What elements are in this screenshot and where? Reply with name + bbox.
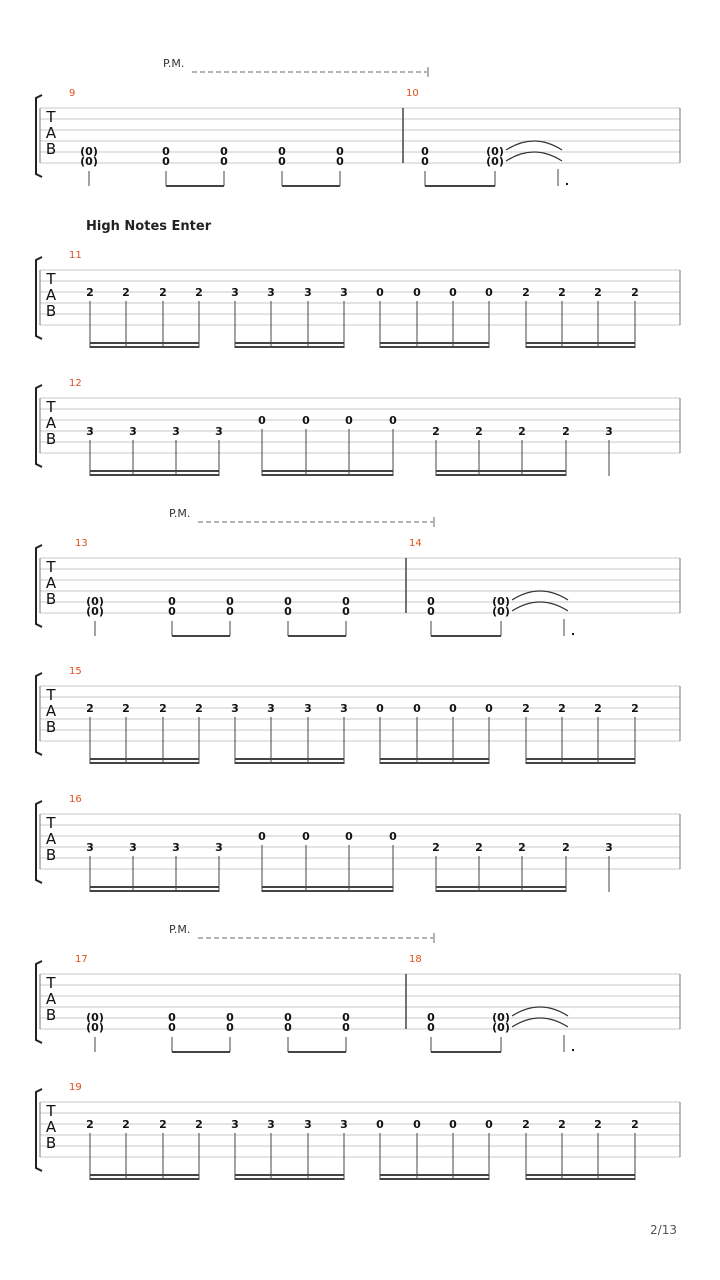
- fret-number: 0: [389, 414, 397, 427]
- fret-number: 2: [518, 425, 526, 438]
- fret-number: 2: [522, 286, 530, 299]
- tie-arc: [506, 141, 562, 150]
- fret-number: 0: [342, 1011, 350, 1024]
- fret-number: 2: [159, 702, 167, 715]
- fret-number: (0): [492, 605, 510, 618]
- fret-number: 0: [389, 830, 397, 843]
- dot: .: [570, 625, 576, 638]
- tab-clef-letter: A: [45, 286, 57, 304]
- tab-clef-letter: T: [46, 558, 56, 576]
- fret-number: 3: [267, 286, 275, 299]
- fret-number: 0: [427, 595, 435, 608]
- tab-system: [36, 1082, 680, 1180]
- fret-number: 2: [159, 286, 167, 299]
- fret-number: 2: [522, 702, 530, 715]
- tab-clef-letter: A: [45, 124, 57, 142]
- measure-number: 15: [69, 666, 82, 677]
- fret-number: (0): [492, 1011, 510, 1024]
- dot: .: [570, 1041, 576, 1054]
- fret-number: 2: [432, 425, 440, 438]
- fret-number: 0: [302, 414, 310, 427]
- fret-number: 3: [129, 841, 137, 854]
- fret-number: 2: [594, 702, 602, 715]
- palm-mute-label: P.M.: [163, 57, 185, 70]
- fret-number: 0: [427, 1011, 435, 1024]
- measure-number: 11: [69, 250, 82, 261]
- fret-number: 2: [631, 702, 639, 715]
- fret-number: 2: [432, 841, 440, 854]
- fret-number: 0: [427, 1021, 435, 1034]
- tab-clef-letter: A: [45, 830, 57, 848]
- fret-number: 0: [168, 605, 176, 618]
- fret-number: 0: [226, 1011, 234, 1024]
- fret-number: 0: [376, 702, 384, 715]
- fret-number: 2: [631, 1118, 639, 1131]
- tab-system: [36, 378, 680, 476]
- system-bracket: [36, 385, 42, 467]
- section-title: High Notes Enter: [86, 219, 212, 234]
- fret-number: 2: [558, 702, 566, 715]
- fret-number: 3: [86, 841, 94, 854]
- tab-clef-letter: T: [46, 398, 56, 416]
- fret-number: 3: [267, 1118, 275, 1131]
- fret-number: (0): [86, 595, 104, 608]
- fret-number: 0: [226, 1021, 234, 1034]
- fret-number: 0: [168, 1021, 176, 1034]
- fret-number: 0: [376, 286, 384, 299]
- fret-number: 0: [342, 595, 350, 608]
- fret-number: 2: [594, 286, 602, 299]
- fret-number: 0: [284, 1011, 292, 1024]
- fret-number: 2: [86, 286, 94, 299]
- tab-clef-letter: A: [45, 414, 57, 432]
- measure-number: 10: [406, 88, 419, 99]
- system-bracket: [36, 1089, 42, 1171]
- tab-clef-letter: T: [46, 814, 56, 832]
- tab-system: [36, 507, 680, 638]
- fret-number: 2: [594, 1118, 602, 1131]
- fret-number: 3: [605, 841, 613, 854]
- fret-number: 3: [172, 841, 180, 854]
- fret-number: 3: [304, 286, 312, 299]
- fret-number: 0: [342, 1021, 350, 1034]
- tie-arc: [506, 152, 562, 161]
- tab-clef-letter: B: [45, 1134, 57, 1152]
- fret-number: 0: [284, 1021, 292, 1034]
- fret-number: 2: [195, 702, 203, 715]
- tab-system: [36, 57, 680, 188]
- fret-number: 3: [215, 425, 223, 438]
- fret-number: 0: [421, 155, 429, 168]
- fret-number: 0: [278, 155, 286, 168]
- fret-number: 2: [86, 702, 94, 715]
- fret-number: 2: [518, 841, 526, 854]
- fret-number: 0: [162, 145, 170, 158]
- tab-system: [36, 250, 680, 348]
- fret-number: (0): [86, 1011, 104, 1024]
- fret-number: 3: [340, 702, 348, 715]
- fret-number: 3: [231, 286, 239, 299]
- fret-number: 0: [449, 286, 457, 299]
- fret-number: 0: [413, 1118, 421, 1131]
- fret-number: 2: [562, 425, 570, 438]
- page-number: 2/13: [650, 1223, 677, 1237]
- fret-number: 2: [195, 1118, 203, 1131]
- fret-number: 0: [284, 595, 292, 608]
- measure-number: 18: [409, 954, 422, 965]
- fret-number: 3: [215, 841, 223, 854]
- tie-arc: [512, 602, 568, 611]
- tab-system: [36, 794, 680, 892]
- fret-number: 2: [475, 841, 483, 854]
- fret-number: (0): [86, 1021, 104, 1034]
- fret-number: (0): [80, 145, 98, 158]
- tie-arc: [512, 1007, 568, 1016]
- palm-mute-label: P.M.: [169, 923, 191, 936]
- fret-number: 3: [304, 702, 312, 715]
- fret-number: 3: [231, 1118, 239, 1131]
- measure-number: 19: [69, 1082, 82, 1093]
- fret-number: (0): [486, 145, 504, 158]
- tab-clef-letter: A: [45, 990, 57, 1008]
- fret-number: 3: [304, 1118, 312, 1131]
- tab-clef-letter: A: [45, 702, 57, 720]
- fret-number: 0: [284, 605, 292, 618]
- fret-number: (0): [492, 1021, 510, 1034]
- fret-number: 0: [485, 702, 493, 715]
- fret-number: 0: [449, 702, 457, 715]
- fret-number: 3: [340, 1118, 348, 1131]
- fret-number: 3: [86, 425, 94, 438]
- system-bracket: [36, 545, 42, 627]
- system-bracket: [36, 257, 42, 339]
- tab-clef-letter: B: [45, 590, 57, 608]
- measure-number: 14: [409, 538, 422, 549]
- measure-number: 9: [69, 88, 76, 99]
- palm-mute-label: P.M.: [169, 507, 191, 520]
- fret-number: 0: [449, 1118, 457, 1131]
- system-bracket: [36, 801, 42, 883]
- fret-number: 2: [562, 841, 570, 854]
- fret-number: 0: [345, 830, 353, 843]
- fret-number: 2: [558, 1118, 566, 1131]
- tie-arc: [512, 591, 568, 600]
- tab-system: [36, 923, 680, 1054]
- tab-clef-letter: T: [46, 1102, 56, 1120]
- fret-number: 0: [342, 605, 350, 618]
- fret-number: 0: [258, 414, 266, 427]
- tab-clef-letter: B: [45, 140, 57, 158]
- fret-number: 0: [278, 145, 286, 158]
- fret-number: 0: [485, 1118, 493, 1131]
- fret-number: 2: [195, 286, 203, 299]
- measure-number: 16: [69, 794, 82, 805]
- fret-number: 0: [220, 145, 228, 158]
- fret-number: (0): [86, 605, 104, 618]
- fret-number: 0: [345, 414, 353, 427]
- fret-number: 0: [168, 595, 176, 608]
- fret-number: 0: [220, 155, 228, 168]
- fret-number: 0: [413, 702, 421, 715]
- fret-number: 0: [258, 830, 266, 843]
- fret-number: 0: [485, 286, 493, 299]
- tab-clef-letter: A: [45, 574, 57, 592]
- fret-number: 2: [159, 1118, 167, 1131]
- fret-number: 3: [129, 425, 137, 438]
- tab-clef-letter: B: [45, 302, 57, 320]
- fret-number: 2: [122, 1118, 130, 1131]
- fret-number: 3: [231, 702, 239, 715]
- fret-number: 0: [226, 605, 234, 618]
- fret-number: 2: [631, 286, 639, 299]
- tab-clef-letter: T: [46, 974, 56, 992]
- fret-number: 0: [336, 145, 344, 158]
- tab-clef-letter: B: [45, 718, 57, 736]
- fret-number: 2: [522, 1118, 530, 1131]
- fret-number: 0: [336, 155, 344, 168]
- measure-number: 12: [69, 378, 82, 389]
- fret-number: 3: [340, 286, 348, 299]
- fret-number: 2: [86, 1118, 94, 1131]
- tab-clef-letter: T: [46, 270, 56, 288]
- system-bracket: [36, 961, 42, 1043]
- tab-clef-letter: B: [45, 1006, 57, 1024]
- measure-number: 17: [75, 954, 88, 965]
- system-bracket: [36, 95, 42, 177]
- fret-number: (0): [492, 595, 510, 608]
- fret-number: 0: [427, 605, 435, 618]
- fret-number: 0: [413, 286, 421, 299]
- fret-number: 0: [376, 1118, 384, 1131]
- fret-number: 2: [475, 425, 483, 438]
- fret-number: 3: [172, 425, 180, 438]
- tab-clef-letter: B: [45, 430, 57, 448]
- fret-number: 2: [122, 702, 130, 715]
- system-bracket: [36, 673, 42, 755]
- fret-number: 3: [267, 702, 275, 715]
- fret-number: 0: [162, 155, 170, 168]
- fret-number: 2: [122, 286, 130, 299]
- fret-number: 0: [302, 830, 310, 843]
- fret-number: 0: [226, 595, 234, 608]
- fret-number: 0: [421, 145, 429, 158]
- tab-clef-letter: T: [46, 686, 56, 704]
- fret-number: 3: [605, 425, 613, 438]
- measure-number: 13: [75, 538, 88, 549]
- tie-arc: [512, 1018, 568, 1027]
- fret-number: (0): [486, 155, 504, 168]
- fret-number: 2: [558, 286, 566, 299]
- tab-clef-letter: B: [45, 846, 57, 864]
- fret-number: (0): [80, 155, 98, 168]
- tab-clef-letter: T: [46, 108, 56, 126]
- tab-system: [36, 666, 680, 764]
- dot: .: [564, 175, 570, 188]
- fret-number: 0: [168, 1011, 176, 1024]
- tab-clef-letter: A: [45, 1118, 57, 1136]
